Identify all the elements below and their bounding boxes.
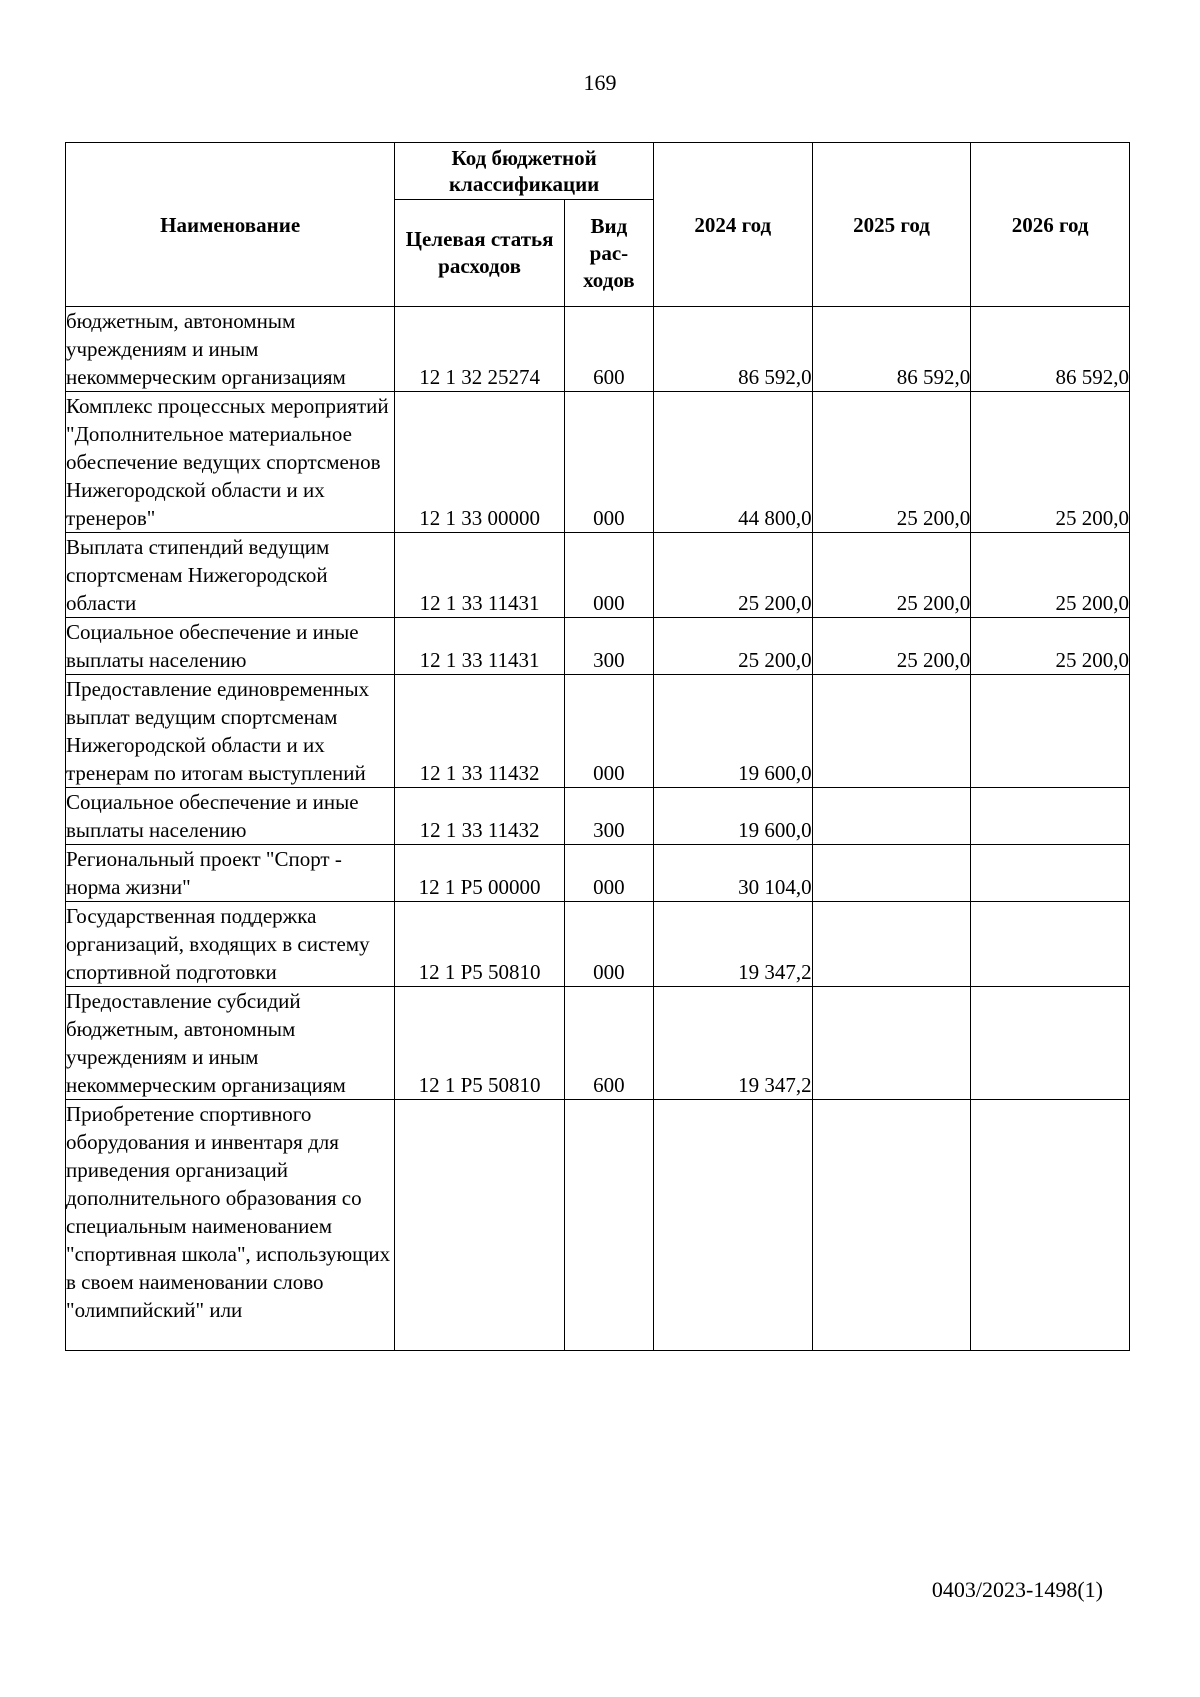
row-name: Приобретение спортивного оборудования и инвентаря для приведения организаций дополнительного образования со специальным наименованием "спортивная школа", использующих в своем наименовании слово "олимпийский" или: [66, 1100, 395, 1351]
row-target-article: 12 1 Р5 00000: [395, 845, 565, 902]
row-expense-type: 000: [564, 533, 653, 618]
table-body: [66, 307, 1130, 1351]
row-amount-2025: [812, 788, 971, 845]
row-expense-type: 600: [564, 307, 653, 392]
header-2025: 2025 год: [812, 143, 971, 307]
table-row: [66, 618, 1130, 675]
row-amount-2026: 25 200,0: [971, 392, 1130, 533]
row-target-article: 12 1 Р5 50810: [395, 987, 565, 1100]
table-row: [66, 1100, 1130, 1351]
header-target-article: Целевая статья расходов: [395, 200, 565, 307]
row-expense-type: 300: [564, 788, 653, 845]
row-name: Предоставление субсидий бюджетным, автономным учреждениям и иным некоммерческим организациям: [66, 987, 395, 1100]
row-amount-2024: 19 600,0: [653, 788, 812, 845]
row-amount-2025: 25 200,0: [812, 618, 971, 675]
header-name: Наименование: [66, 143, 395, 307]
table-row: [66, 533, 1130, 618]
row-name: Государственная поддержка организаций, входящих в систему спортивной подготовки: [66, 902, 395, 987]
row-amount-2024: 19 347,2: [653, 902, 812, 987]
document-code: 0403/2023-1498(1): [931, 1577, 1103, 1602]
row-amount-2026: [971, 845, 1130, 902]
row-amount-2025: [812, 987, 971, 1100]
table-row: [66, 675, 1130, 788]
page-number: 169: [583, 70, 617, 95]
row-amount-2024: [653, 1100, 812, 1351]
row-amount-2026: 86 592,0: [971, 307, 1130, 392]
row-expense-type: 000: [564, 902, 653, 987]
row-amount-2024: 25 200,0: [653, 618, 812, 675]
header-2026: 2026 год: [971, 143, 1130, 307]
row-amount-2026: [971, 987, 1130, 1100]
row-amount-2026: [971, 675, 1130, 788]
row-target-article: [395, 1100, 565, 1351]
row-target-article: 12 1 33 11432: [395, 675, 565, 788]
row-target-article: 12 1 33 00000: [395, 392, 565, 533]
row-target-article: 12 1 Р5 50810: [395, 902, 565, 987]
row-amount-2026: [971, 788, 1130, 845]
table-row: [66, 307, 1130, 392]
row-amount-2025: [812, 902, 971, 987]
row-amount-2024: 30 104,0: [653, 845, 812, 902]
row-amount-2026: [971, 902, 1130, 987]
table-row: [66, 788, 1130, 845]
row-expense-type: 000: [564, 675, 653, 788]
table-row: [66, 392, 1130, 533]
budget-table: [65, 142, 1130, 1351]
header-expense-type: Вид рас-ходов: [564, 200, 653, 307]
table-row: [66, 845, 1130, 902]
row-amount-2025: [812, 675, 971, 788]
row-name: бюджетным, автономным учреждениям и иным некоммерческим организациям: [66, 307, 395, 392]
row-name: Выплата стипендий ведущим спортсменам Нижегородской области: [66, 533, 395, 618]
row-amount-2025: 86 592,0: [812, 307, 971, 392]
row-amount-2024: 44 800,0: [653, 392, 812, 533]
row-expense-type: [564, 1100, 653, 1351]
row-amount-2026: 25 200,0: [971, 618, 1130, 675]
row-name: Социальное обеспечение и иные выплаты населению: [66, 788, 395, 845]
row-amount-2025: 25 200,0: [812, 392, 971, 533]
row-expense-type: 000: [564, 845, 653, 902]
header-code-group: Код бюджетной классификации: [395, 143, 654, 200]
row-name: Региональный проект "Спорт - норма жизни": [66, 845, 395, 902]
table-row: [66, 987, 1130, 1100]
row-name: Предоставление единовременных выплат ведущим спортсменам Нижегородской области и их тренерам по итогам выступлений: [66, 675, 395, 788]
row-amount-2025: [812, 845, 971, 902]
row-target-article: 12 1 32 25274: [395, 307, 565, 392]
row-expense-type: 600: [564, 987, 653, 1100]
row-expense-type: 300: [564, 618, 653, 675]
row-target-article: 12 1 33 11431: [395, 533, 565, 618]
row-amount-2026: [971, 1100, 1130, 1351]
row-amount-2024: 19 347,2: [653, 987, 812, 1100]
row-target-article: 12 1 33 11432: [395, 788, 565, 845]
row-amount-2024: 86 592,0: [653, 307, 812, 392]
header-2024: 2024 год: [653, 143, 812, 307]
row-amount-2026: 25 200,0: [971, 533, 1130, 618]
table-row: [66, 902, 1130, 987]
row-name: Социальное обеспечение и иные выплаты населению: [66, 618, 395, 675]
row-name: Комплекс процессных мероприятий "Дополнительное материальное обеспечение ведущих спортсменов Нижегородской области и их тренеров": [66, 392, 395, 533]
row-amount-2024: 19 600,0: [653, 675, 812, 788]
row-amount-2025: 25 200,0: [812, 533, 971, 618]
row-amount-2024: 25 200,0: [653, 533, 812, 618]
row-expense-type: 000: [564, 392, 653, 533]
row-target-article: 12 1 33 11431: [395, 618, 565, 675]
row-amount-2025: [812, 1100, 971, 1351]
